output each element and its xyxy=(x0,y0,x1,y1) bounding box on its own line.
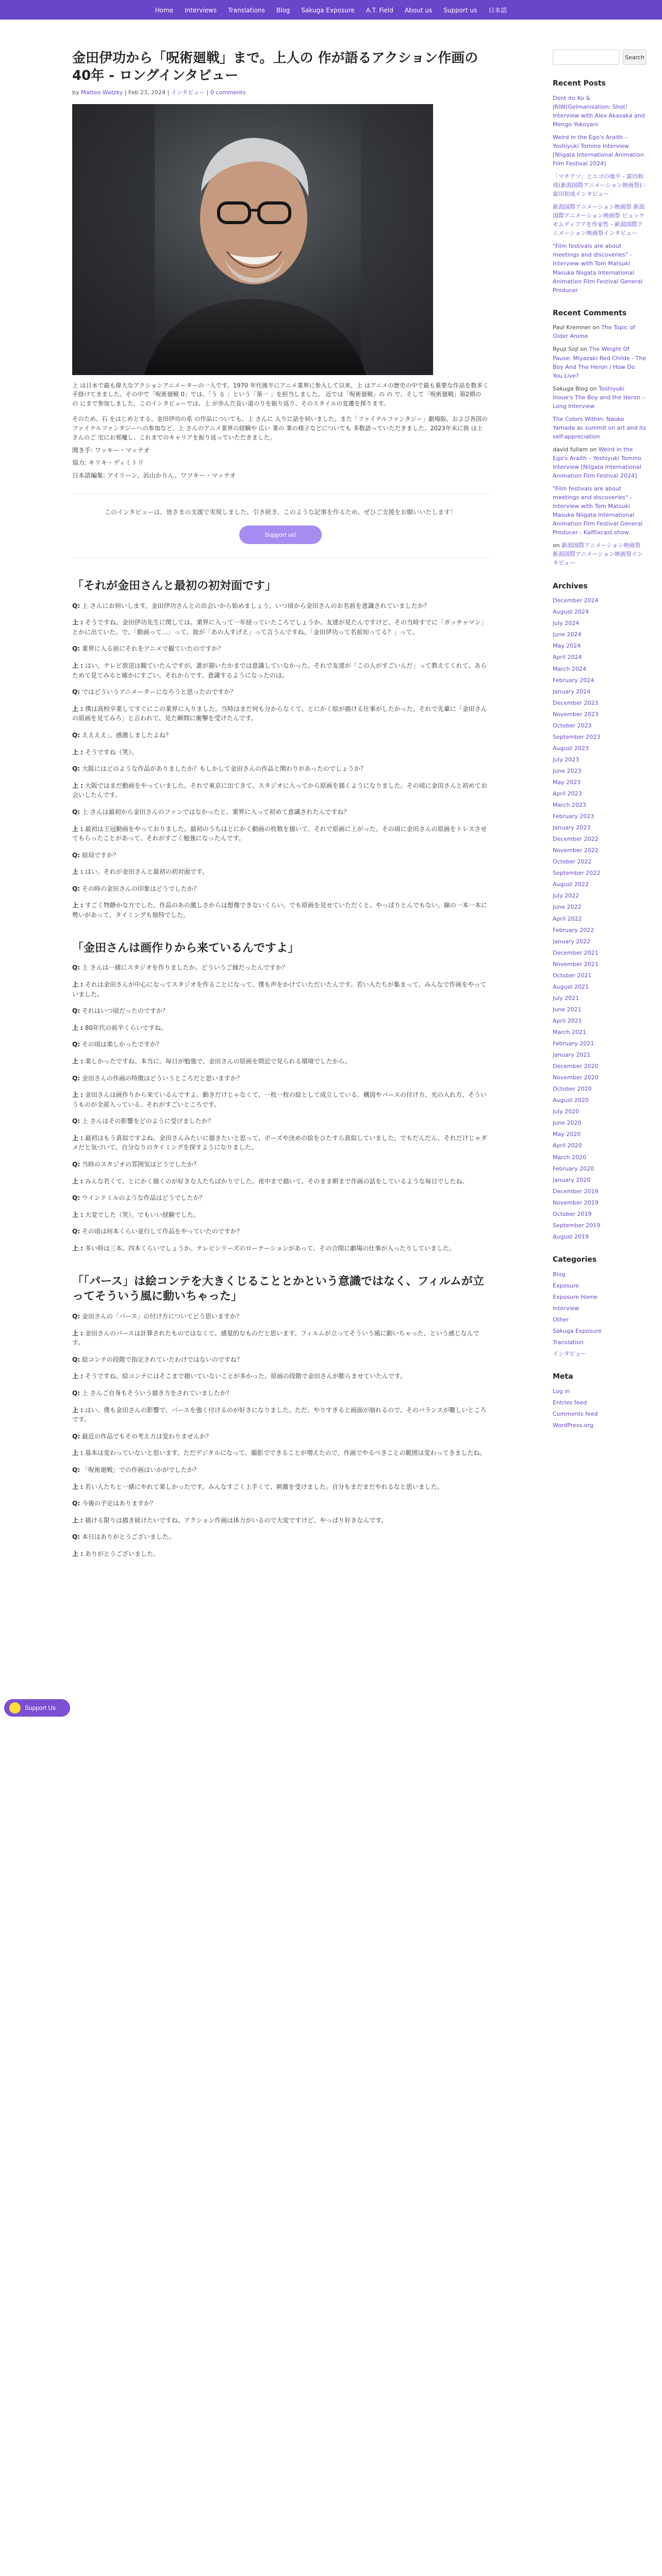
speaker-label: 上 : xyxy=(72,662,83,669)
meta-heading: Meta xyxy=(553,1372,573,1381)
recent-comment xyxy=(553,345,647,380)
archive-link[interactable]: April 2024 xyxy=(553,654,582,661)
speaker-label: Q: xyxy=(72,688,80,696)
interview-answer xyxy=(72,824,489,843)
speech-text: みんな若くて、とにかく描くのが好きな人たちばかりでした。夜中まで描いて、そのまま朝まで作画の話をしているような毎日でしたね。 xyxy=(85,1177,469,1185)
archive-link[interactable]: February 2024 xyxy=(553,676,594,684)
comment-post-link[interactable]: Weird in the Ego's Araith – Yoshiyuki Tomino Interview [Niigata International Animation Film Festival 2024] xyxy=(553,446,641,480)
interview-question xyxy=(72,963,489,973)
interview-question xyxy=(72,731,489,740)
archive-link[interactable]: June 2020 xyxy=(553,1120,582,1127)
interview-answer xyxy=(72,661,489,680)
speech-text: 最初はもう真似ですよね。金田さんみたいに描きたいと思って、ポーズや決めの絵をひたすら真似していました。でもだんだん、それだけじゃダメだと気づいて、自分なりのタイミングを探すようになりました。 xyxy=(72,1134,487,1151)
post-date: Feb 23, 2024 xyxy=(128,89,166,96)
speaker-label: Q: xyxy=(72,1313,80,1320)
interview-answer xyxy=(72,1549,489,1559)
speech-text: その頃は楽しかったですか？ xyxy=(81,1041,162,1048)
archive-link[interactable]: October 2019 xyxy=(553,1210,592,1217)
speech-text: 描ける限りは描き続けたいですね。アクション作画は体力がいるので大変ですけど、やっぱり好きなんです。 xyxy=(85,1516,388,1524)
speech-text: 「呪術廻戦」での作画はいかがでしたか？ xyxy=(81,1466,200,1473)
speaker-label: 上 : xyxy=(72,1406,83,1414)
speaker-label: Q: xyxy=(72,731,80,739)
speech-text: その頃は何本くらい並行して作品をやっていたのですか？ xyxy=(81,1228,243,1235)
speech-text: そうですね。絵コンテにはそこまで描いていないことが多かった。原画の段階で金田さんが膨らませていたんです。 xyxy=(85,1372,406,1380)
archive-link[interactable]: January 2020 xyxy=(553,1176,591,1183)
archive-link[interactable]: August 2024 xyxy=(553,608,589,616)
speaker-label: 上 : xyxy=(72,1134,83,1142)
speech-text: ではどういうアニメーターになろうと思ったのですか？ xyxy=(81,688,237,696)
intro-paragraph-1: 上 は日本で最も偉大なアクションアニメーターの一人です。1970 年代後半にアニメ業界に参入して以来、上 はアニメの歴史の中で最も重要な作品を数多く手掛けてきました。その中で「呪術廻戦 0」では、「う る 」という「第一 」を担当しました。 近では「呪術廻戦」の の で、そして「呪術廻戦」第2期の の にまで参加しました。このインタビューでは、上 が歩んだ長い道のりを振り返り、そのスタイルの変遷を探ります。 xyxy=(72,381,489,408)
speaker-label: Q: xyxy=(72,1355,80,1363)
archives-heading: Archives xyxy=(553,582,588,590)
interview-question xyxy=(72,807,489,817)
meta-link[interactable]: WordPress.org xyxy=(553,1421,593,1429)
nav-interviews[interactable]: Interviews xyxy=(185,7,217,14)
archive-link[interactable]: May 2023 xyxy=(553,778,581,786)
intro-paragraph-2: そのため、石 をはじめとする、金田伊功の系 の作品についても、上 さんに 入りに話を伺いました。また「ファイナルファンタジー」劇場版、および各国のファイナルファンタジーへの参加など、上 さんのアニメ業界の経験や 広い 業の 業の様子などについても 多数語っていただきました。2023年末に我 は上 さんのご 宅にお邪魔し、これまでのキャリアを振り返っていただきました。 xyxy=(72,415,488,441)
interview-answer xyxy=(72,1371,489,1381)
speech-text: 若い人たちと一緒にやれて楽しかったです。みんなすごく上手くて、刺激を受けました。自分もまだまだやれるなと思いました。 xyxy=(85,1483,443,1490)
speaker-label: Q: xyxy=(72,602,80,609)
nav-at-field[interactable]: A.T. Field xyxy=(366,7,393,14)
hero-photo xyxy=(72,104,433,375)
speech-text: 本日はありがとうございました。 xyxy=(81,1533,175,1541)
speech-text: はい。それが金田さんと最初の初対面です。 xyxy=(85,868,208,876)
category-link[interactable]: インタビュー xyxy=(553,1350,587,1357)
archive-link[interactable]: October 2023 xyxy=(553,722,592,729)
speech-text: 大変でした（笑）。でもいい経験でした。 xyxy=(85,1211,200,1218)
interview-answer xyxy=(72,980,489,999)
interview-question xyxy=(72,1432,489,1442)
interview-question xyxy=(72,1074,489,1083)
archive-link[interactable]: August 2022 xyxy=(553,881,589,888)
archive-link[interactable]: June 2022 xyxy=(553,904,582,911)
interview-question xyxy=(72,764,489,774)
interview-question xyxy=(72,1465,489,1475)
speech-text: 金田さんの作画の特徴はどういうところだと思いますか？ xyxy=(81,1074,243,1082)
speech-text: 最初は王冠動画をやっておりました。最初のうちはとにかく動画の枚数を描いて、それで原画に上がった。その頃に金田さんの原画をトレスさせてもらったことがあって、それがすごく勉強になったんです。 xyxy=(72,825,487,842)
recent-comments-heading: Recent Comments xyxy=(553,309,627,317)
interview-question xyxy=(72,687,489,697)
speaker-label: 上 : xyxy=(72,782,83,789)
floating-support-label: Support Us xyxy=(25,1704,56,1711)
recent-posts-list xyxy=(553,94,647,295)
archive-link[interactable]: October 2020 xyxy=(553,1086,592,1093)
interview-question xyxy=(72,1532,489,1542)
archive-link[interactable]: August 2020 xyxy=(553,1097,589,1104)
archive-link[interactable]: April 2020 xyxy=(553,1142,582,1149)
interview-answer xyxy=(72,1329,489,1348)
interview-body xyxy=(72,579,489,1559)
speech-text: そうですね（笑）。 xyxy=(85,748,138,756)
comment-on: on xyxy=(589,385,597,392)
interview-question xyxy=(72,1499,489,1509)
support-notice: このインタビューは、皆さまの支援で実現しました。引き続き、このような記事を作るため、ぜひご支援をお願いいたします！ xyxy=(104,509,457,516)
archive-link[interactable]: December 2023 xyxy=(553,699,599,706)
archive-link[interactable]: June 2023 xyxy=(553,767,582,774)
recent-post-link[interactable]: "Film festivals are about meetings and discoveries" - Interview with Tom Matsuki Masuka Niigata International Animation Film Festival General Producer xyxy=(553,243,643,294)
archive-link[interactable]: March 2020 xyxy=(553,1154,587,1161)
interview-answer xyxy=(72,1133,489,1153)
categories-list xyxy=(553,1270,647,1358)
archive-link[interactable]: April 2023 xyxy=(553,790,582,798)
archive-link[interactable]: July 2020 xyxy=(553,1108,580,1115)
recent-comment xyxy=(553,541,647,567)
section-heading: 「「パース」は絵コンテを大きくじることとかという意識ではなく、フィルムが立ってそういう風に動いちゃった」 xyxy=(72,1275,484,1303)
comment-post-link[interactable]: Toshiyuki Inoue's The Boy and the Heron – Long Interview xyxy=(553,385,645,410)
interview-answer xyxy=(72,901,489,920)
category-link[interactable]: インタビュー xyxy=(171,89,205,96)
archive-link[interactable]: January 2024 xyxy=(553,688,591,695)
speaker-label: 上 : xyxy=(72,619,83,626)
archive-link[interactable]: October 2021 xyxy=(553,972,592,979)
speaker-label: 上 : xyxy=(72,868,83,876)
speech-text: それはいつ頃だったのですか？ xyxy=(81,1007,169,1015)
speech-text: 多い時は三本、四本くらいでしょうか。テレビシリーズのローテーションがあって、その合間に劇場の仕事が入ったりしていました。 xyxy=(85,1245,456,1252)
interview-answer xyxy=(72,1090,489,1109)
speech-text: ウインドミルのような作品はどうでしたか？ xyxy=(81,1194,206,1202)
category-link[interactable]: Other xyxy=(553,1316,569,1323)
recent-comments-list xyxy=(553,323,647,567)
speaker-label: 上 : xyxy=(72,1372,83,1380)
archive-link[interactable]: November 2022 xyxy=(553,847,599,854)
speech-text: 当時のスタジオの雰囲気はどうでしたか？ xyxy=(81,1161,200,1168)
meta-link[interactable]: Entries feed xyxy=(553,1399,587,1406)
interview-answer xyxy=(72,704,489,723)
archive-link[interactable]: December 2021 xyxy=(553,949,599,956)
meta-by: by xyxy=(72,89,79,96)
interview-question xyxy=(72,1312,489,1321)
speaker-label: 上 : xyxy=(72,1329,83,1337)
category-link[interactable]: Blog xyxy=(553,1270,566,1278)
recent-post-link[interactable]: 「マチアソ」とエゴの地平 - 富田和成(新潟国際アニメーション映画祭) - 富田和成インタビュー xyxy=(553,173,646,198)
category-link[interactable]: Interview xyxy=(553,1304,580,1312)
speaker-label: 上 : xyxy=(72,1177,83,1185)
archive-link[interactable]: November 2019 xyxy=(553,1199,599,1206)
interview-answer xyxy=(72,748,489,757)
interview-question xyxy=(72,1116,489,1126)
speaker-label: 上 : xyxy=(72,1449,83,1457)
interview-question xyxy=(72,1006,489,1016)
speaker-label: 上 : xyxy=(72,902,83,909)
nav-support-us[interactable]: Support us xyxy=(443,7,477,14)
archives-list xyxy=(553,596,647,1241)
speech-text: その時の金田さんの印象はどうでしたか？ xyxy=(81,885,200,892)
speaker-label: 上 : xyxy=(72,1024,83,1031)
speaker-label: Q: xyxy=(72,1466,80,1473)
interview-question xyxy=(72,1040,489,1049)
speaker-label: 上 : xyxy=(72,1057,83,1065)
section-heading: 「それが金田さんと最初の初対面です」 xyxy=(72,579,277,592)
speech-text: ええええ」、感激しましたよね？ xyxy=(81,731,172,739)
nav-home[interactable]: Home xyxy=(155,7,174,14)
comment-author: Ryuji Sojl xyxy=(553,346,578,353)
speaker-label: 上 : xyxy=(72,825,83,833)
archive-link[interactable]: July 2024 xyxy=(553,620,580,627)
interview-answer xyxy=(72,867,489,877)
speaker-label: Q: xyxy=(72,1161,80,1168)
interview-answer xyxy=(72,1405,489,1425)
comment-post-link[interactable]: 新潟国際アニメーション映画祭 新潟国際アニメーション映画祭インタビュー xyxy=(553,542,643,567)
speech-text: ありがとうございました。 xyxy=(85,1550,159,1557)
speech-text: 金田さんのパースは計算されたものではなくて、感覚的なものだと思います。フィルムが立ってそういう風に動いちゃった、という感じなんです。 xyxy=(72,1329,479,1347)
interview-question xyxy=(72,851,489,860)
credit-interviewer: 聞き手: ワッキー・マッテオ xyxy=(72,446,150,454)
categories-heading: Categories xyxy=(553,1255,597,1264)
interview-question xyxy=(72,601,489,611)
nav-sakuga-exposure[interactable]: Sakuga Exposure xyxy=(301,7,355,14)
speech-text: はい。テレビ放送は観ていたんですが、誰が描いたかまでは意識していなかった。それで友達が「この人がすごいんだ」って教えてくれて、あらためて見てみると確かにすごい。それからです、意識するようになったのは。 xyxy=(72,662,487,679)
speaker-label: Q: xyxy=(72,1117,80,1125)
archive-link[interactable]: May 2024 xyxy=(553,642,581,650)
archive-link[interactable]: April 2021 xyxy=(553,1017,582,1024)
archive-link[interactable]: January 2023 xyxy=(553,824,591,832)
speaker-label: Q: xyxy=(72,851,80,859)
comment-on: on xyxy=(592,324,600,331)
category-link[interactable]: Sakuga Exposure xyxy=(553,1327,602,1334)
comment-author: Sakuga Blog xyxy=(553,385,588,392)
speech-text: 業界に入る前にそれをアニメで観ていたのですか？ xyxy=(81,645,224,653)
speech-text: 今後の予定はありますか？ xyxy=(81,1500,156,1507)
top-nav-bar xyxy=(0,0,662,20)
speaker-label: Q: xyxy=(72,1074,80,1082)
meta-link[interactable]: Comments feed xyxy=(553,1410,598,1417)
credit-assist: 協力: キリキ・ディミトリ xyxy=(72,459,144,467)
recent-posts-heading: Recent Posts xyxy=(553,79,606,88)
speaker-label: Q: xyxy=(72,1228,80,1235)
interview-question xyxy=(72,884,489,894)
speech-text: 楽しかったですね。本当に。毎日が勉強で、金田さんの原画を間近で見られる環境でしたから。 xyxy=(85,1057,351,1065)
speaker-label: Q: xyxy=(72,1194,80,1202)
comment-on: on xyxy=(580,346,588,353)
speaker-label: Q: xyxy=(72,1389,80,1397)
archive-link[interactable]: November 2023 xyxy=(553,710,599,718)
archive-link[interactable]: January 2022 xyxy=(553,938,591,945)
interview-answer xyxy=(72,1177,489,1187)
speech-text: 上 さんはその影響をどのように受けましたか？ xyxy=(81,1117,214,1125)
search-form xyxy=(553,49,647,65)
speech-text: 上 さんご自身もそういう描き方をされていましたか？ xyxy=(81,1389,233,1397)
search-input[interactable] xyxy=(553,49,620,65)
recent-post-link[interactable]: Dont ito Ko & JRIW(Gelmanisation: Shot! Interview with Alex Akasaka and Mengo Yokoyani xyxy=(553,94,645,128)
comment-post-link[interactable]: The Topic of Older Anime xyxy=(553,324,636,340)
speaker-label: 上 : xyxy=(72,980,83,988)
archive-link[interactable]: June 2024 xyxy=(553,631,582,638)
sidebar xyxy=(553,49,647,2576)
credit-editing: 日本語編集: アイリーン、浜山かりん、ワツキー・マッテオ xyxy=(72,471,236,479)
speaker-label: Q: xyxy=(72,1432,80,1440)
interview-answer xyxy=(72,781,489,800)
speech-text: 大阪ではまだ動画をやっていました。それで東京に出てきて、スタジオに入ってから原画を描くようになりました。その頃に金田さんと初めてお会いしたんです。 xyxy=(72,782,487,799)
speech-text: そうですね。金田伊功先生に関しては、業界に入って一年経っていたころでしょうか。友達が見たんですけど、その当時すでに「ガッチャマン」とかに出ていた。で、「動画って…」って、彼が「あの人すげえ」って言うんですね。「金田伊功って名前知ってる？」って。 xyxy=(72,619,487,636)
speaker-label: 上 : xyxy=(72,1483,83,1490)
speech-text: 上 さんは最初から金田さんのファンではなかったと。業界に入って初めて意識されたんですね？ xyxy=(81,808,350,816)
interview-question xyxy=(72,644,489,654)
interview-answer xyxy=(72,1482,489,1492)
comments-link[interactable]: 0 comments xyxy=(210,89,246,96)
comment-post-link[interactable]: "Film festivals are about meetings and discoveries" - Interview with Tom Matsuki Masuka Niigata International Animation Film Festival General Producer - Kaiflixcast.show xyxy=(553,485,643,536)
top-nav xyxy=(0,6,662,15)
speaker-label: 上 : xyxy=(72,1091,83,1099)
search-button[interactable]: Search xyxy=(623,49,647,65)
interview-answer xyxy=(72,1244,489,1253)
speaker-label: 上 : xyxy=(72,1211,83,1218)
archive-link[interactable]: February 2022 xyxy=(553,926,594,934)
archive-link[interactable]: December 2020 xyxy=(553,1063,599,1070)
comment-author: david fullam xyxy=(553,446,588,453)
speaker-label: Q: xyxy=(72,964,80,972)
speech-text: 絵コンテの段階で指定されていたわけではないのですね？ xyxy=(81,1355,243,1363)
speech-text: はい。僕も金田さんの影響で、パースを強く付けるのが好きになりました。ただ、やりすぎると画面が崩れるので、そのバランスが難しいところです。 xyxy=(72,1406,487,1423)
recent-post-link[interactable]: Weird in the Ego's Araith – Yoshiyuki Tomino Interview [Niigata International Animation Film Festival 2024] xyxy=(553,133,644,167)
category-link[interactable]: Exposure xyxy=(553,1282,579,1289)
portrait-image xyxy=(72,104,433,375)
interview-question xyxy=(72,1160,489,1170)
archive-link[interactable]: February 2023 xyxy=(553,813,594,820)
recent-post-link[interactable]: 新潟国際アニメーション映画祭 新潟国際アニメーション映画祭 ビュッケモムディフアを作家性 - 新潟国際アニメーション映画祭インタビュー xyxy=(553,204,645,237)
speaker-label: 上 : xyxy=(72,705,83,713)
archive-link[interactable]: February 2021 xyxy=(553,1040,594,1047)
author-link[interactable]: Matteo Watzky xyxy=(81,89,123,96)
interview-question xyxy=(72,1227,489,1236)
speaker-label: Q: xyxy=(72,645,80,653)
archive-link[interactable]: December 2024 xyxy=(553,597,599,604)
meta-link[interactable]: Log in xyxy=(553,1387,570,1395)
archive-link[interactable]: March 2021 xyxy=(553,1029,587,1036)
meta-list xyxy=(553,1387,647,1430)
interview-answer xyxy=(72,1023,489,1033)
category-link[interactable]: Translation xyxy=(553,1338,584,1346)
nav-language-japanese[interactable]: 日本語 xyxy=(488,7,507,14)
nav-about-us[interactable]: About us xyxy=(404,7,433,14)
speaker-label: 上 : xyxy=(72,1550,83,1557)
interview-answer xyxy=(72,1057,489,1066)
speaker-label: Q: xyxy=(72,1500,80,1507)
speaker-label: Q: xyxy=(72,1041,80,1048)
comment-author: Paul Kremner xyxy=(553,324,591,331)
archive-link[interactable]: September 2019 xyxy=(553,1222,601,1229)
speaker-label: 上 : xyxy=(72,1516,83,1524)
speech-text: 金田さんの「パース」の付け方についてどう思いますか？ xyxy=(81,1313,242,1320)
recent-comment xyxy=(553,384,647,411)
archive-link[interactable]: August 2019 xyxy=(553,1233,589,1240)
archive-link[interactable]: March 2024 xyxy=(553,665,587,672)
archive-link[interactable]: November 2021 xyxy=(553,960,599,968)
interview-answer xyxy=(72,1448,489,1458)
comment-post-link[interactable]: The Weight Of Pause: Miyazaki Red Childe - The Boy And The Heron / How Do You Live? xyxy=(553,346,647,379)
speech-text: 上 さんにお伺いします。金田伊功さんとの出会いから始めましょう。いつ頃から金田さんのお名前を意識されていましたか？ xyxy=(81,602,430,609)
archive-link[interactable]: March 2023 xyxy=(553,802,587,809)
article xyxy=(72,49,489,2576)
archive-link[interactable]: January 2021 xyxy=(553,1052,591,1059)
interview-question xyxy=(72,1388,489,1398)
speech-text: 僕は高校卒業してすぐにこの業界に入りました。当時はまだ何も分からなくて、とにかく絵が描ける仕事がしたかった。それで先輩に「金田さんの原画を見てみろ」と言われて、見た瞬間に衝撃を受けたんです。 xyxy=(72,705,487,722)
speaker-label: 上 : xyxy=(72,1245,83,1252)
comment-on: on xyxy=(589,446,597,453)
speech-text: 最近の作品でもその考え方は変わりませんか？ xyxy=(81,1432,212,1440)
speech-text: それは金田さんが中心になってスタジオを作ることになって、僕も声をかけていただいたんです。若い人たちが集まって、みんなで作画をやっていました。 xyxy=(72,980,487,998)
archive-link[interactable]: August 2021 xyxy=(553,983,589,990)
archive-link[interactable]: February 2020 xyxy=(553,1165,594,1172)
comment-post-link[interactable]: The Colors Within: Naoko Yamada as summit on art and its self-appreciation xyxy=(553,415,647,440)
interview-question xyxy=(72,1355,489,1365)
interview-answer xyxy=(72,1516,489,1526)
section-heading: 「金田さんは画作りから来ているんですよ」 xyxy=(72,941,300,955)
nav-blog[interactable]: Blog xyxy=(276,7,290,14)
speech-text: 結局ですか？ xyxy=(81,851,119,859)
floating-support-button[interactable] xyxy=(4,1699,70,1717)
speaker-label: Q: xyxy=(72,765,80,773)
recent-comment xyxy=(553,484,647,537)
archive-link[interactable]: September 2023 xyxy=(553,733,601,740)
interview-answer xyxy=(72,618,489,637)
speaker-label: Q: xyxy=(72,1007,80,1015)
archive-link[interactable]: August 2023 xyxy=(553,744,589,752)
recent-comment xyxy=(553,415,647,441)
archive-link[interactable]: December 2022 xyxy=(553,836,599,843)
archive-link[interactable]: December 2019 xyxy=(553,1188,599,1195)
category-link[interactable]: Exposure Home xyxy=(553,1293,598,1300)
speech-text: 基本は変わっていないと思います。ただデジタルになって、撮影でできることが増えたので、作画でやるべきことの範囲は変わってきましたね。 xyxy=(85,1449,486,1457)
archive-link[interactable]: September 2022 xyxy=(553,870,601,877)
recent-comment xyxy=(553,445,647,480)
coffee-cup-icon xyxy=(9,1702,21,1714)
archive-link[interactable]: July 2021 xyxy=(553,994,580,1002)
archive-link[interactable]: April 2022 xyxy=(553,915,582,922)
archive-link[interactable]: July 2022 xyxy=(553,892,580,900)
archive-link[interactable]: November 2020 xyxy=(553,1074,599,1081)
divider xyxy=(72,557,489,558)
support-us-button[interactable]: Support us! xyxy=(239,526,322,544)
speaker-label: Q: xyxy=(72,1533,80,1541)
speech-text: 金田さんは画作りから来ているんですよ。動きだけじゃなくて、一枚一枚の絵として成立している。構図やパースの付け方、光の入れ方、そういうものが全部入っている。それがすごいところです。 xyxy=(72,1091,487,1108)
archive-link[interactable]: May 2020 xyxy=(553,1131,581,1138)
speaker-label: Q: xyxy=(72,885,80,892)
archive-link[interactable]: July 2023 xyxy=(553,756,580,763)
comment-on: on xyxy=(553,542,560,549)
speech-text: 上 さんは一緒にスタジオを作りましたか。どういうご縁だったんですか？ xyxy=(81,964,288,972)
speech-text: 80年代の前半くらいですね。 xyxy=(85,1024,168,1031)
article-meta: by Matteo Watzky | Feb 23, 2024 | インタビュー | 0 comments xyxy=(72,89,246,96)
archive-link[interactable]: June 2021 xyxy=(553,1006,582,1013)
speech-text: 大阪にはどのような作品がありましたか？もしかして金田さんの作品と関わりがあったのでしょうか？ xyxy=(81,765,367,773)
interview-answer xyxy=(72,1210,489,1220)
speaker-label: 上 : xyxy=(72,748,83,756)
recent-comment xyxy=(553,323,647,341)
speaker-label: Q: xyxy=(72,808,80,816)
interview-question xyxy=(72,1193,489,1203)
article-title: 金田伊功から「呪術廻戦」まで。上人の 作が語るアクション作画の40年 - ロングインタビュー xyxy=(72,50,478,84)
archive-link[interactable]: October 2022 xyxy=(553,858,592,866)
speech-text: すごく物静かな方でした。作品のあの激しさからは想像できないくらい。でも原画を見せていただくと、やっぱりとんでもない。線の一本一本に勢いがあって、タイミングも独特でした。 xyxy=(72,902,487,919)
nav-translations[interactable]: Translations xyxy=(228,7,265,14)
